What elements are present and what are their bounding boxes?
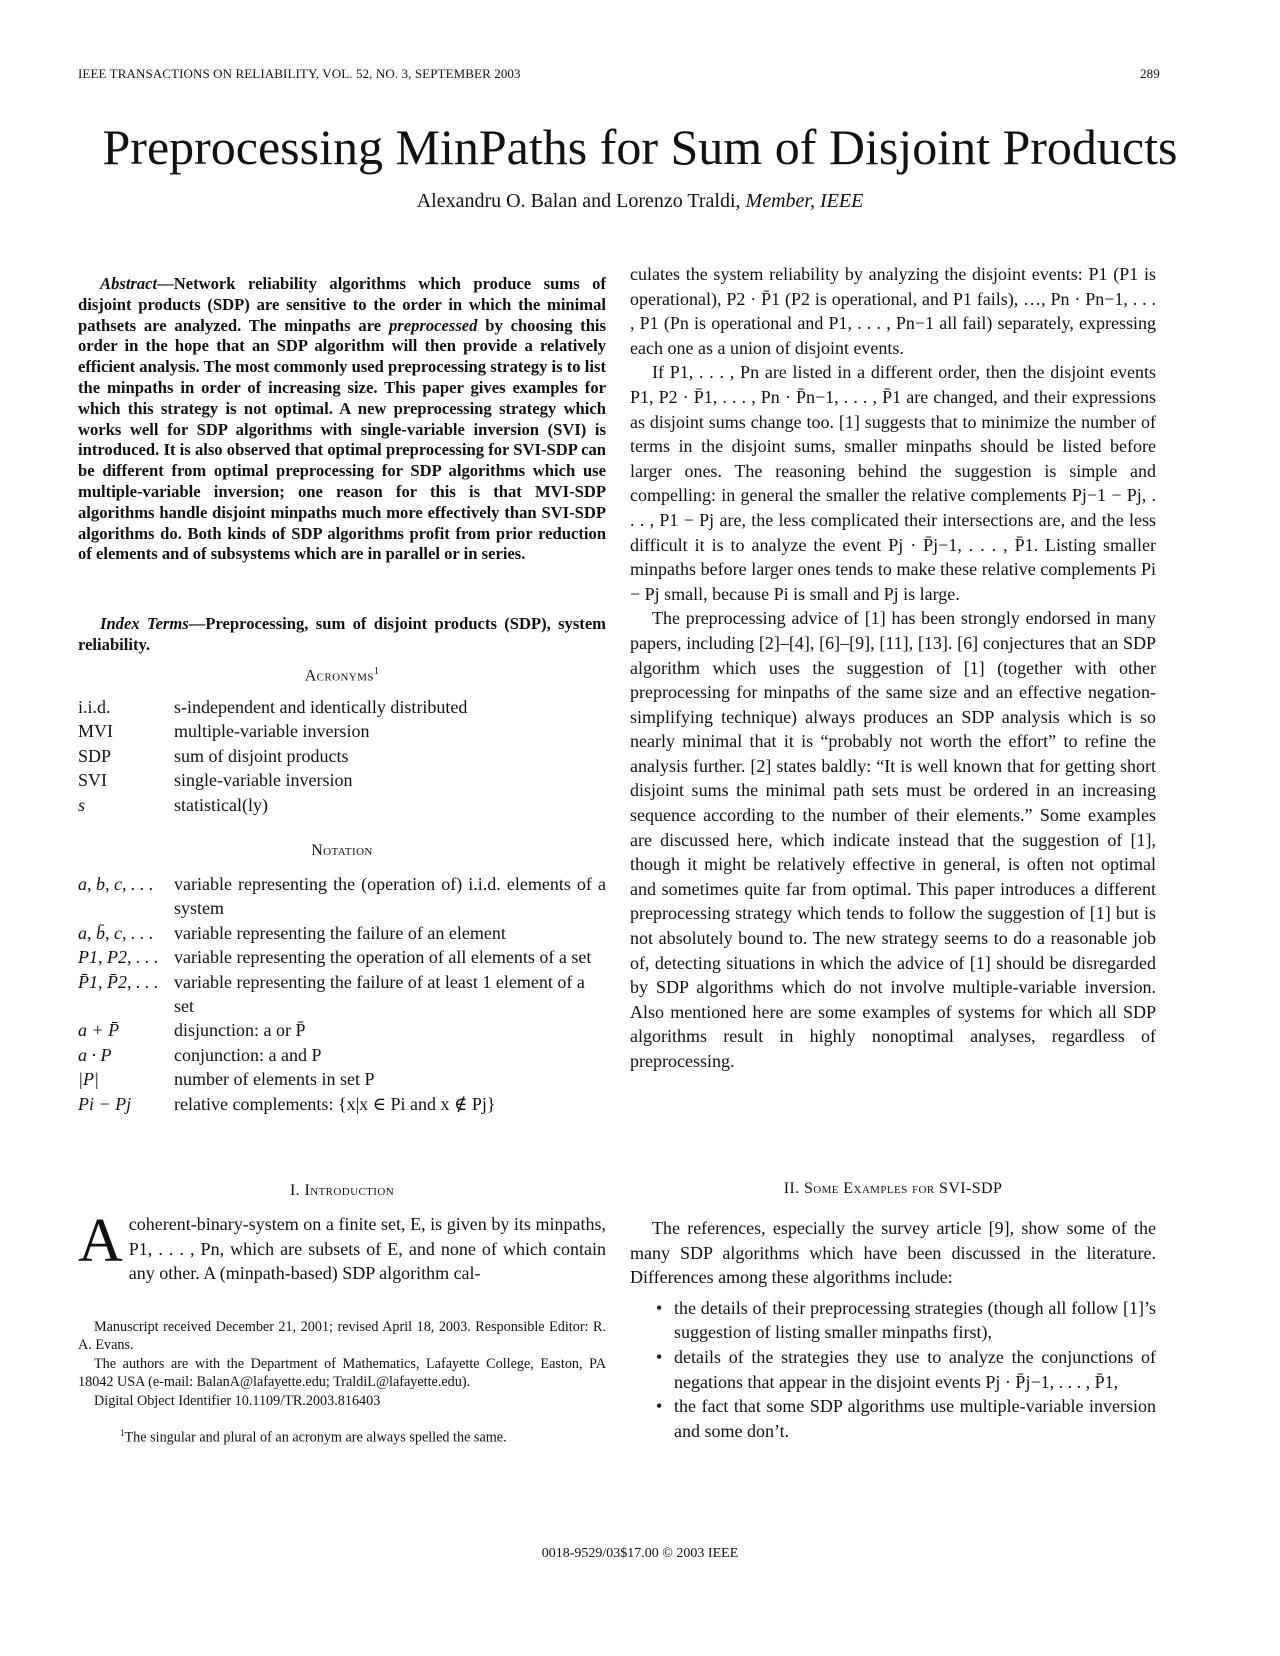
notation-value: disjunction: a or P̄ [174, 1020, 306, 1041]
list-item: • the fact that some SDP algorithms use multiple-variable inversion and some don’t. [674, 1394, 1156, 1443]
section2-heading-number: II. [783, 1180, 800, 1197]
intro-paragraph [78, 1207, 606, 1286]
notation-row [78, 1092, 606, 1116]
author-role: Member, IEEE [745, 190, 864, 212]
list-item: • the details of their preprocessing strategies (though all follow [1]’s suggestion of listing smaller minpaths first), [674, 1296, 1156, 1345]
notation-row [78, 921, 606, 945]
abstract-label: Abstract [100, 274, 158, 293]
paper-title: Preprocessing MinPaths for Sum of Disjoint Products [102, 119, 1178, 175]
abstract [78, 274, 606, 565]
notation-key: a, b̄, c, . . . [78, 922, 154, 943]
acronym-key: i.i.d. [78, 697, 111, 717]
notation-heading: Notation [311, 842, 373, 859]
list-item: • details of the strategies they use to analyze the conjunctions of negations that appear in the disjoint events Pj · P̄j−1, . . . , P̄1, [674, 1345, 1156, 1394]
acronym-value: single-variable inversion [174, 770, 353, 791]
footnote-manuscript: Manuscript received December 21, 2001; revised April 18, 2003. Responsible Editor: R. A. Evans. [78, 1319, 606, 1354]
right-paragraph-1: culates the system reliability by analyzing the disjoint events: P1 (P1 is operational), P2 · P̄1 (P2 is operational, and P1 fails), …, Pn · Pn−1, . . . , P1 (Pn is operational and P1, . . . , Pn−1 all fail) separately, expressing each one as a union of disjoint events. [630, 264, 1156, 358]
page-number: 289 [1140, 66, 1160, 81]
section2-bullet-list [630, 1296, 1156, 1444]
footnote-acronym [78, 1424, 606, 1447]
notation-row [78, 970, 606, 1019]
acronym-key: SDP [78, 745, 112, 766]
right-column [630, 262, 1156, 1074]
section2-heading [630, 1180, 1156, 1198]
notation-value: conjunction: a and P [174, 1044, 322, 1065]
notation-table [78, 872, 606, 1116]
drop-cap: A [78, 1207, 123, 1275]
section2-body [630, 1216, 1156, 1443]
abstract-text-before: —Network reliability algorithms which produce sums of disjoint products (SDP) are sensitive to the order in which the minimal pathsets are analyzed. The minpaths are [78, 274, 606, 335]
notation-value: number of elements in set P [174, 1069, 375, 1090]
acronym-value: statistical(ly) [174, 794, 268, 815]
author-names: Alexandru O. Balan and Lorenzo Traldi, [416, 190, 741, 212]
acronyms-heading-text: Acronyms [304, 667, 374, 685]
section2-heading-text: Some Examples for SVI-SDP [803, 1180, 1003, 1197]
acronym-value: multiple-variable inversion [174, 721, 370, 742]
acronym-key: SVI [78, 770, 108, 791]
copyright-line: 0018-9529/03$17.00 © 2003 IEEE [541, 1546, 739, 1561]
acronym-value: s-independent and identically distributed [174, 697, 468, 717]
index-terms-text: —Preprocessing, sum of disjoint products (SDP), system reliability. [78, 614, 607, 654]
footnote-acronym-text: The singular and plural of an acronym are always spelled the same. [124, 1429, 507, 1446]
acronym-key: s [78, 794, 86, 815]
intro-heading-number: I. [289, 1182, 301, 1199]
section2-paragraph: The references, especially the survey article [9], show some of the many SDP algorithms which have been discussed in the literature. Differences among these algorithms include: [630, 1218, 1156, 1288]
notation-row [78, 872, 606, 921]
notation-key: a · P [78, 1044, 112, 1065]
notation-value: variable representing the failure of an element [174, 922, 506, 943]
acronyms-heading [78, 666, 606, 685]
notation-key: Pi − Pj [78, 1093, 132, 1114]
footnote-affiliation: The authors are with the Department of Mathematics, Lafayette College, Easton, PA 18042 USA (e-mail: BalanA@lafayette.edu; TraldiL@lafayette.edu). [78, 1355, 606, 1391]
notation-key: |P| [78, 1069, 99, 1090]
notation-key: a, b, c, . . . [78, 874, 154, 894]
acronym-row [78, 768, 606, 792]
acronym-row [78, 793, 606, 817]
notation-value: variable representing the failure of at least 1 element of a set [174, 971, 585, 1017]
running-header: IEEE TRANSACTIONS ON RELIABILITY, VOL. 52, NO. 3, SEPTEMBER 2003 [78, 66, 521, 81]
index-terms-label: Index Terms [100, 614, 189, 633]
notation-value: variable representing the operation of all elements of a set [174, 947, 592, 968]
notation-value: variable representing the (operation of) i.i.d. elements of a system [174, 874, 606, 919]
notation-key: P̄1, P̄2, . . . [78, 971, 159, 992]
index-terms [78, 614, 606, 656]
notation-row [78, 945, 606, 969]
footnote-doi: Digital Object Identifier 10.1109/TR.2003.816403 [94, 1392, 381, 1409]
notation-row [78, 1067, 606, 1091]
acronym-key: MVI [78, 721, 113, 742]
author-line [0, 190, 1280, 213]
acronyms-table [78, 695, 606, 817]
acronym-row [78, 744, 606, 768]
acronym-row [78, 719, 606, 743]
notation-row [78, 1043, 606, 1067]
acronym-value: sum of disjoint products [174, 745, 349, 766]
abstract-emph: preprocessed [388, 315, 478, 335]
notation-row [78, 1018, 606, 1042]
intro-heading [78, 1182, 606, 1200]
footnote-acronym-mark: 1 [120, 1428, 125, 1439]
notation-key: P1, P2, . . . [78, 947, 159, 968]
intro-text: coherent-binary-system on a finite set, E, is given by its minpaths, P1, . . . , Pn, which are subsets of E, and none of which contain any other. A (minpath-based) SDP algorithm cal- [128, 1214, 606, 1284]
right-paragraph-2: If P1, . . . , Pn are listed in a different order, then the disjoint events P1, P2 · P̄1, . . . , Pn · P̄n−1, . . . , P̄1 are changed, and their expressions as disjoint sums change too. [1] suggests that to minimize the number of terms in the disjoint sums, smaller minpaths should be listed before larger ones. The reasoning behind the suggestion is simple and compelling: in general the smaller the relative complements Pj−1 − Pj, . . . , P1 − Pj are, the less complicated their intersections are, and the less difficult it is to analyze the event Pj · P̄j−1, . . . , P̄1. Listing smaller minpaths before larger ones tends to make these relative complements Pi − Pj small, because Pi is small and Pj is large. [630, 362, 1156, 604]
footnotes [78, 1318, 606, 1447]
acronym-row [78, 695, 606, 719]
notation-key: a + P̄ [78, 1020, 120, 1041]
intro-heading-text: Introduction [304, 1182, 395, 1199]
abstract-text-after: by choosing this order in the hope that an SDP algorithm will then provide a relatively efficient analysis. The most commonly used preprocessing strategy is to list the minpaths in order of increasing size. This paper gives examples for which this strategy is not optimal. A new preprocessing strategy which works well for SDP algorithms with single-variable inversion (SVI) is introduced. It is also observed that optimal preprocessing for SVI-SDP can be different from optimal preprocessing for SDP algorithms which use multiple-variable inversion; one reason for this is that MVI-SDP algorithms handle disjoint minpaths much more effectively than SVI-SDP algorithms do. Both kinds of SDP algorithms profit from prior reduction of elements and of subsystems which are in parallel or in series. [78, 315, 606, 564]
right-paragraph-3: The preprocessing advice of [1] has been strongly endorsed in many papers, including [2]–[4], [6]–[9], [11], [13]. [6] conjectures that an SDP algorithm which uses the suggestion of [1] (together with other preprocessing for minpaths of the same size and an effective negation-simplifying technique) always produces an SDP analysis which is so nearly minimal that it is “probably not worth the effort” to refine the analysis further. [2] states baldly: “It is well known that for getting short disjoint sums the minimal path sets must be ordered in an increasing sequence according to the number of their elements.” Some examples are discussed here, which indicate instead that the suggestion of [1], though it might be relatively effective in general, is often not optimal and sometimes quite far from optimal. This paper introduces a different preprocessing strategy which tends to follow the suggestion of [1] but is not absolutely bound to. The new strategy seems to do a reasonable job of, detecting situations in which the advice of [1] should be disregarded by SDP algorithms which do not involve multiple-variable inversion. Also mentioned here are some examples of systems for which all SDP algorithms result in highly nonoptimal analyses, regardless of preprocessing. [630, 608, 1156, 1071]
notation-value: relative complements: {x|x ∈ Pi and x ∉ Pj} [174, 1093, 496, 1114]
acronyms-footnote-mark: 1 [373, 666, 380, 677]
